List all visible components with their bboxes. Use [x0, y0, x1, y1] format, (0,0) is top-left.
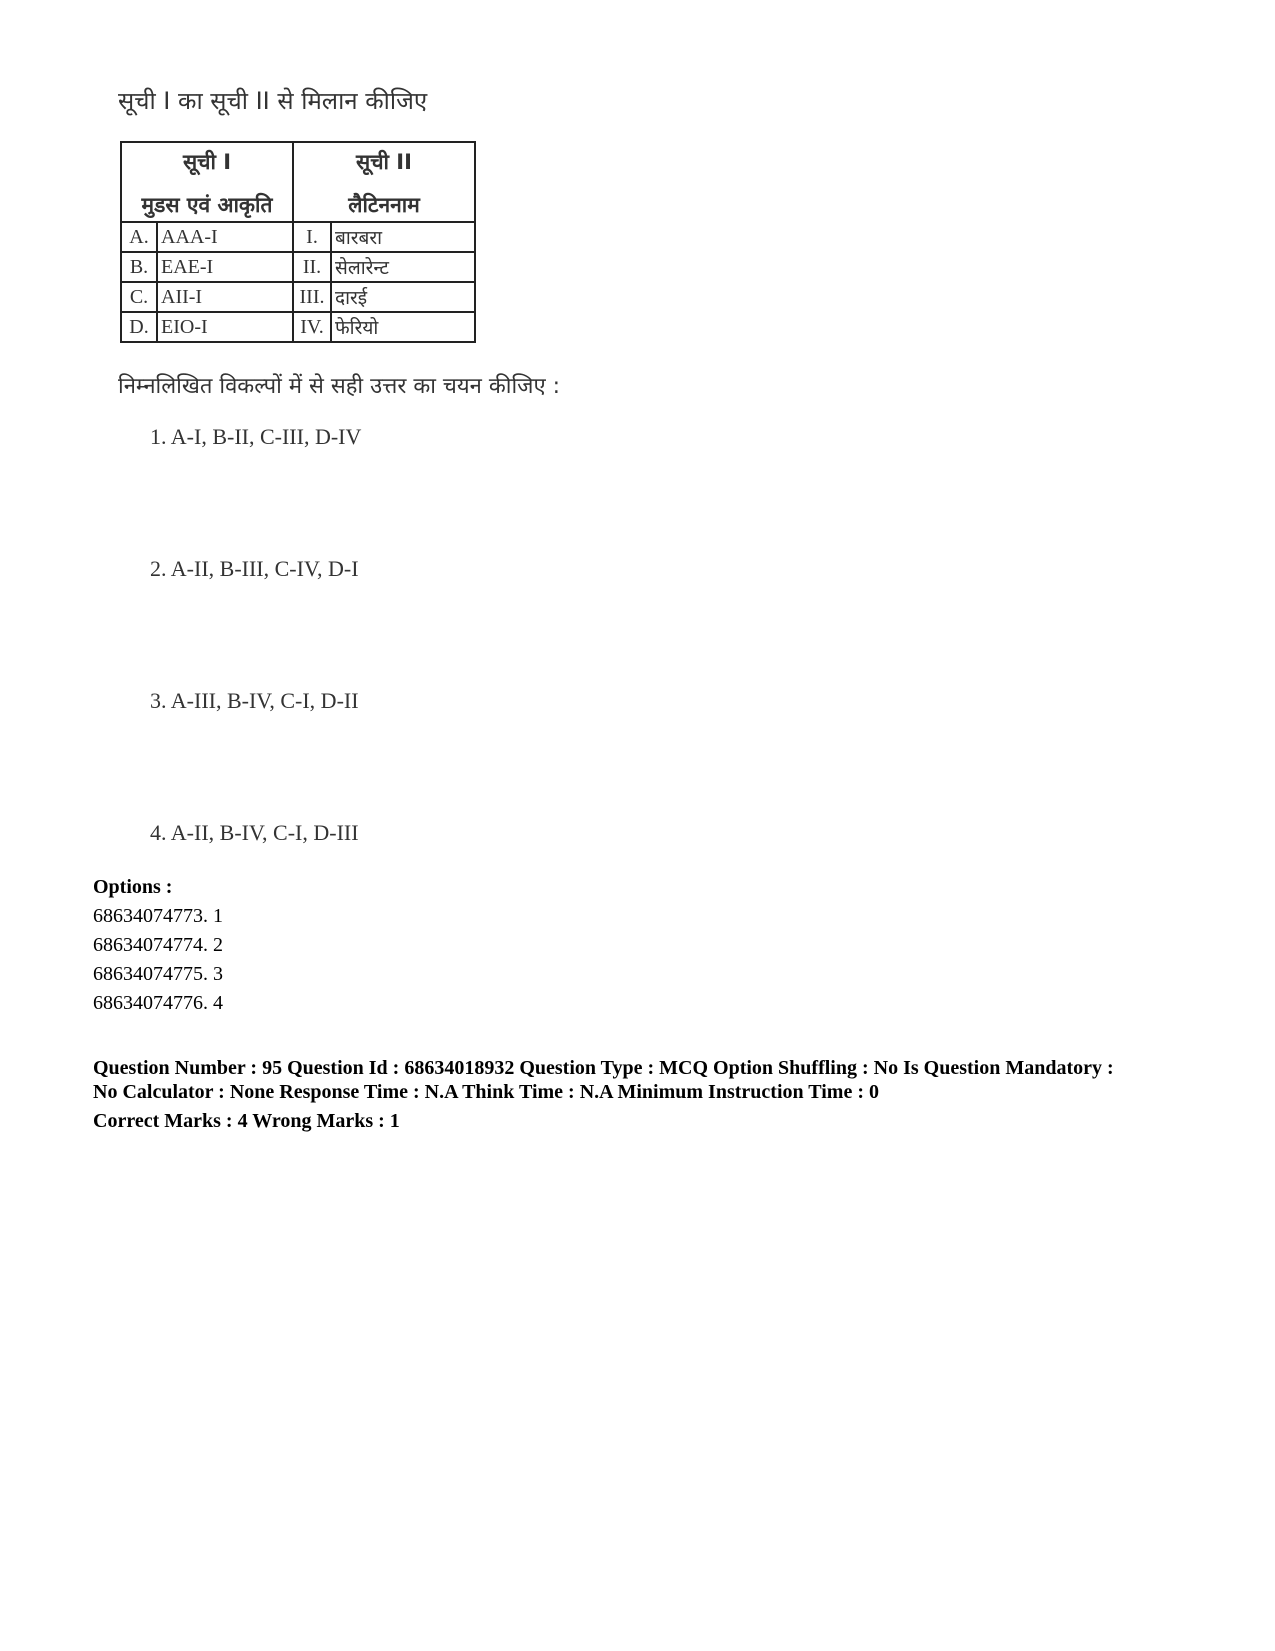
list1-header	[121, 142, 293, 222]
table-row	[121, 312, 475, 342]
row-label: C.	[121, 282, 157, 312]
mood-code: EAE-I	[157, 252, 293, 282]
roman-numeral: III.	[293, 282, 331, 312]
option-id: 68634074774. 2	[93, 934, 223, 956]
list2-title: सूची II	[356, 150, 412, 174]
answer-choice-2: 2. A-II, B-III, C-IV, D-I	[150, 556, 359, 581]
answer-choice-3: 3. A-III, B-IV, C-I, D-II	[150, 688, 359, 713]
mood-code: EIO-I	[157, 312, 293, 342]
question-heading: सूची I का सूची II से मिलान कीजिए	[118, 87, 428, 115]
question-meta-line2: No Calculator : None Response Time : N.A Think Time : N.A Minimum Instruction Time : 0	[93, 1081, 879, 1103]
list1-subtitle: मुडस एवं आकृति	[141, 193, 273, 217]
marks-line: Correct Marks : 4 Wrong Marks : 1	[93, 1110, 400, 1132]
latin-name: सेलारेन्ट	[331, 252, 475, 282]
question-instruction: निम्नलिखित विकल्पों में से सही उत्तर का चयन कीजिए :	[118, 374, 561, 399]
roman-numeral: IV.	[293, 312, 331, 342]
mood-code: AII-I	[157, 282, 293, 312]
latin-name: बारबरा	[331, 222, 475, 252]
list1-title: सूची I	[182, 150, 232, 174]
answer-choice-1: 1. A-I, B-II, C-III, D-IV	[150, 424, 362, 449]
table-header-row	[121, 142, 475, 222]
option-id: 68634074775. 3	[93, 963, 223, 985]
match-table	[120, 141, 476, 343]
answer-choice-4: 4. A-II, B-IV, C-I, D-III	[150, 820, 359, 845]
list2-header	[293, 142, 475, 222]
options-label: Options :	[93, 876, 173, 898]
roman-numeral: I.	[293, 222, 331, 252]
question-meta-line1: Question Number : 95 Question Id : 68634018932 Question Type : MCQ Option Shuffling : No Is Question Mandatory :	[93, 1057, 1114, 1079]
latin-name: फेरियो	[331, 312, 475, 342]
option-id: 68634074776. 4	[93, 992, 223, 1014]
row-label: A.	[121, 222, 157, 252]
roman-numeral: II.	[293, 252, 331, 282]
table-row	[121, 282, 475, 312]
list2-subtitle: लैटिननाम	[348, 193, 420, 217]
row-label: B.	[121, 252, 157, 282]
table-row	[121, 222, 475, 252]
table-row	[121, 252, 475, 282]
row-label: D.	[121, 312, 157, 342]
option-id: 68634074773. 1	[93, 905, 223, 927]
latin-name: दारई	[331, 282, 475, 312]
mood-code: AAA-I	[157, 222, 293, 252]
